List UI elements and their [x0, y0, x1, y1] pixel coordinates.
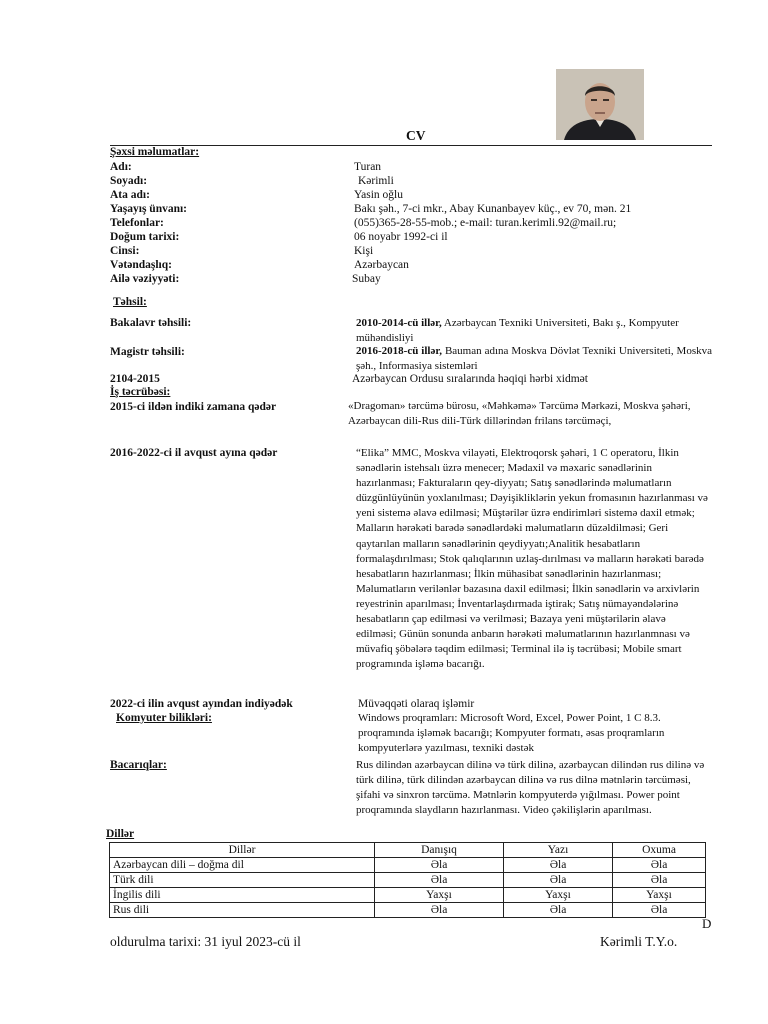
compiled-date: oldurulma tarixi: 31 iyul 2023-cü il — [110, 934, 301, 949]
bachelor-years: 2010-2014-cü illər, — [356, 317, 442, 329]
languages-heading: Dillər — [106, 828, 135, 840]
col-writing: Yazı — [504, 843, 613, 858]
writing-level: Əla — [504, 858, 613, 873]
speaking-level: Əla — [375, 858, 504, 873]
reading-level: Əla — [613, 858, 706, 873]
profile-photo — [556, 69, 644, 140]
language-name: Rus dili — [110, 903, 375, 918]
value-birth-date: 06 noyabr 1992-ci il — [354, 231, 448, 243]
computer-heading: Komyuter bilikləri: — [116, 712, 212, 724]
bachelor-details — [356, 316, 712, 346]
table-row — [110, 888, 706, 903]
value-phones: (055)365-28-55-mob.; e-mail: turan.kerimli.92@mail.ru; — [354, 217, 617, 229]
master-years: 2016-2018-cü illər, — [356, 345, 442, 357]
value-first-name: Turan — [354, 161, 382, 173]
label-master: Magistr təhsili: — [110, 346, 185, 358]
work-2-text: “Elika” MMC, Moskva vilayəti, Elektroqorsk şəhəri, 1 C operatoru, İlkin sənədlərin istehsalı üzrə menecer; Mədaxil və məxaric sənədlərinin hazırlanması; Fakturaların qey-diyyatı; Satış sənədlərində məlumatların düzgünlüyünün yoxlanılması; Dəyişikliklərin yekun fromasının hazırlanması və yeni sistemə əlavə edilməsi; Müştərilər üzrə endirimləri sistemə daxil etmək; Malların hərəkəti barədə sənədlərdəki məlumatların düzəldilməsi; Geri qaytarılan malların sənədlərinin qeydiyyatı;Analitik hesabatların formalaşdırılması; Stok qalıqlarının uzlaş-dırılması və malların hərəkəti barədə hesabatların hazırlanması; İlkin mühasibat sənədlərinin hazırlanması; Məlumatların verilənlər bazasına daxil edilməsi; İlkin sənədlərin və arxivlərin reyestrinin aparılması; İnventarlaşdırmada iştirak; Satış nümayəndələrinə hesabatların çap edilməsi və verilməsi; Bazaya yeni müştərilərin əlavə edilməsi; Günün sonunda anbarın hərəkəti məlumatlarının hazırlanmnası və müvafiq şöbələrə təqdim edilməsi; Terminal ilə iş təcrübəsi; Mobile smart programında işləmə bacarığı. — [356, 447, 708, 671]
col-reading: Oxuma — [613, 843, 706, 858]
work-1-text: «Dragoman» tərcümə bürosu, «Məhkəmə» Tərcümə Mərkəzi, Moskva şəhəri, Azərbaycan dili-Rus dili-Türk dillərindən frilans tərcüməçi, — [348, 400, 691, 428]
label-father-name: Ata adı: — [110, 189, 150, 201]
table-row — [110, 858, 706, 873]
label-address: Yaşayış ünvanı: — [110, 203, 188, 215]
label-first-name: Adı: — [110, 161, 132, 173]
cv-title: CV — [406, 128, 426, 143]
table-row — [110, 873, 706, 888]
speaking-level: Əla — [375, 873, 504, 888]
label-bachelor: Bakalavr təhsili: — [110, 317, 192, 329]
value-father-name: Yasin oğlu — [354, 189, 403, 201]
skills-heading: Bacarıqlar: — [110, 759, 167, 771]
languages-table — [109, 842, 706, 918]
value-last-name: Kərimli — [358, 175, 394, 187]
reading-level: Yaxşı — [613, 888, 706, 903]
personal-heading: Şəxsi məlumatlar: — [110, 146, 200, 158]
skills-text: Rus dilindən azərbaycan dilinə və türk dilinə, azərbaycan dilindən rus dilinə və türk dilinə, türk dilindən azərbaycan dilinə və rus dilnə mətnlərin tərcüməsi, şifahi və sinxron tərcümə. Mətnlərin kompyuterdə yığılması. Power point proqramında slaydların hazırlanması. Video çəkilişlərin aparılması. — [356, 759, 705, 817]
label-military-years: 2104-2015 — [110, 373, 160, 385]
value-marital-status: Subay — [352, 273, 381, 285]
writing-level: Yaxşı — [504, 888, 613, 903]
value-citizenship: Azərbaycan — [354, 259, 409, 271]
label-phones: Telefonlar: — [110, 217, 164, 229]
reading-level: Əla — [613, 873, 706, 888]
language-name: İngilis dili — [110, 888, 375, 903]
writing-level: Əla — [504, 873, 613, 888]
label-citizenship: Vətəndaşlıq: — [110, 259, 172, 271]
education-heading: Təhsil: — [113, 296, 147, 308]
value-address: Bakı şəh., 7-ci mkr., Abay Kunanbayev küç., ev 70, mən. 21 — [354, 203, 632, 215]
label-gender: Cinsi: — [110, 245, 140, 257]
language-name: Azərbaycan dili – doğma dil — [110, 858, 375, 873]
label-work-2: 2016-2022-ci il avqust ayına qədər — [110, 447, 278, 459]
computer-text: Windows proqramları: Microsoft Word, Excel, Power Point, 1 C 8.3. proqramında işləmək bacarığı; Kompyuter formatı, əsas proqramların kompyuterlərə yazılması, texniki dəstək — [358, 712, 665, 755]
table-row — [110, 903, 706, 918]
master-text: Bauman adına Moskva Dövlət Texniki Universiteti, Moskva şəh., Informasiya sistemləri — [356, 345, 712, 373]
label-work-3: 2022-ci ilin avqust ayından indiyədək — [110, 698, 293, 710]
work-heading: İş təcrübəsi: — [110, 386, 171, 398]
label-work-1: 2015-ci ildən indiki zamana qədər — [110, 401, 277, 413]
label-birth-date: Doğum tarixi: — [110, 231, 180, 243]
title-rule — [110, 145, 712, 146]
value-gender: Kişi — [354, 245, 374, 257]
stray-letter: D — [702, 916, 712, 931]
language-name: Türk dili — [110, 873, 375, 888]
bachelor-text: Azərbaycan Texniki Universiteti, Bakı ş., Kompyuter mühəndisliyi — [356, 317, 679, 345]
portrait-image — [556, 69, 644, 140]
label-last-name: Soyadı: — [110, 175, 148, 187]
languages-header-row — [110, 843, 706, 858]
military-text: Azərbaycan Ordusu sıralarında həqiqi hərbi xidmət — [352, 373, 588, 385]
reading-level: Əla — [613, 903, 706, 918]
col-language: Dillər — [110, 843, 375, 858]
writing-level: Əla — [504, 903, 613, 918]
signature-name: Kərimli T.Y.o. — [600, 934, 678, 949]
speaking-level: Əla — [375, 903, 504, 918]
speaking-level: Yaxşı — [375, 888, 504, 903]
col-speaking: Danışıq — [375, 843, 504, 858]
master-details — [356, 344, 712, 374]
work-3-text: Müvəqqəti olaraq işləmir — [358, 698, 475, 710]
label-marital-status: Ailə vəziyyəti: — [110, 273, 180, 285]
